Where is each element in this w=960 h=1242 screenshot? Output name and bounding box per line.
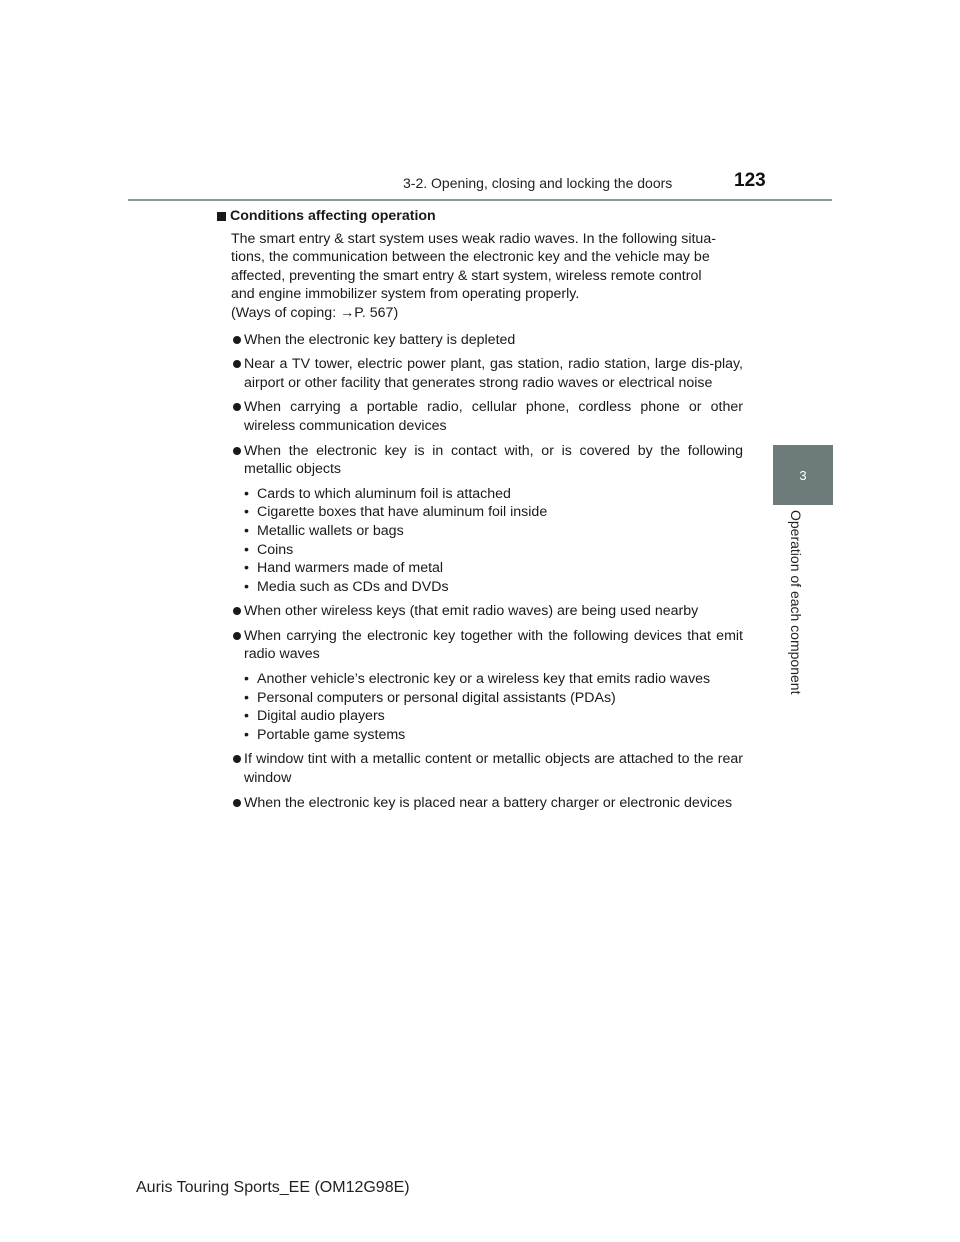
small-bullet-icon: • — [244, 485, 249, 502]
sub-list-item — [244, 578, 743, 597]
small-bullet-icon: • — [244, 504, 249, 521]
document-footer: Auris Touring Sports_EE (OM12G98E) — [136, 1179, 410, 1196]
condition-text: When carrying a portable radio, cellular phone, cordless phone or other wireless communication devices — [244, 399, 743, 434]
condition-text: When the electronic key is placed near a battery charger or electronic devices — [244, 794, 733, 811]
page-content — [216, 207, 743, 818]
condition-text: If window tint with a metallic content or metallic objects are attached to the rear window — [244, 751, 743, 787]
chapter-tab[interactable] — [773, 445, 833, 505]
condition-text: When other wireless keys (that emit radio waves) are being used nearby — [244, 603, 699, 620]
sub-list-text: Portable game systems — [257, 726, 406, 743]
sub-list-text: Personal computers or personal digital assistants (PDAs) — [257, 689, 616, 706]
sub-list-text: Hand warmers made of metal — [257, 560, 444, 577]
sub-list-text: Metallic wallets or bags — [257, 522, 404, 539]
condition-item — [216, 331, 743, 350]
sub-list-text: Media such as CDs and DVDs — [257, 578, 449, 595]
small-bullet-icon: • — [244, 671, 249, 688]
bullet-dot-icon — [233, 755, 241, 763]
sub-list-item — [244, 726, 743, 745]
page-number: 123 — [734, 170, 766, 191]
condition-item — [216, 398, 743, 435]
bullet-dot-icon — [233, 403, 241, 411]
sub-list-item — [244, 485, 743, 504]
sub-list-item — [244, 707, 743, 726]
bullet-dot-icon — [233, 799, 241, 807]
condition-item — [216, 627, 743, 745]
sub-list-text: Digital audio players — [257, 708, 385, 725]
small-bullet-icon: • — [244, 522, 249, 539]
condition-list — [216, 331, 743, 813]
condition-item — [216, 602, 743, 621]
small-bullet-icon: • — [244, 541, 249, 558]
section-heading-text: Conditions affecting operation — [230, 208, 436, 224]
condition-text: When the electronic key is in contact with, or is covered by the following metallic objects — [244, 442, 743, 478]
sub-list-item — [244, 689, 743, 708]
sub-list-item — [244, 559, 743, 578]
condition-item — [216, 442, 743, 597]
small-bullet-icon: • — [244, 708, 249, 725]
sub-list-text: Cigarette boxes that have aluminum foil inside — [257, 504, 548, 521]
metallic-objects-list — [244, 485, 743, 597]
condition-text: When the electronic key battery is depleted — [244, 331, 516, 348]
intro-line: affected, preventing the smart entry & start system, wireless remote control — [231, 267, 702, 284]
intro-line: and engine immobilizer system from operating properly. — [231, 286, 580, 303]
bullet-dot-icon — [233, 607, 241, 615]
bullet-dot-icon — [233, 336, 241, 344]
sub-list-item — [244, 522, 743, 541]
sub-list-item — [244, 670, 743, 689]
condition-text: When carrying the electronic key together with the following devices that emit radio waves — [244, 627, 743, 663]
intro-line: (Ways of coping: →P. 567) — [231, 304, 399, 321]
condition-item — [216, 750, 743, 787]
square-bullet-icon — [217, 212, 226, 221]
small-bullet-icon: • — [244, 689, 249, 706]
intro-line: tions, the communication between the electronic key and the vehicle may be — [231, 249, 710, 266]
radio-devices-list — [244, 670, 743, 744]
small-bullet-icon: • — [244, 726, 249, 743]
chapter-title: Operation of each component — [788, 510, 804, 695]
sub-list-text: Another vehicle’s electronic key or a wireless key that emits radio waves — [257, 671, 711, 688]
condition-text: Near a TV tower, electric power plant, gas station, radio station, large dis-play, airport or other facility that generates strong radio waves or electrical noise — [244, 356, 743, 391]
sub-list-item — [244, 503, 743, 522]
intro-line: The smart entry & start system uses weak radio waves. In the following situa- — [231, 230, 716, 247]
bullet-dot-icon — [233, 447, 241, 455]
bullet-dot-icon — [233, 632, 241, 640]
sub-list-item — [244, 541, 743, 560]
small-bullet-icon: • — [244, 560, 249, 577]
header-divider — [128, 199, 832, 201]
chapter-number: 3 — [799, 467, 807, 483]
bullet-dot-icon — [233, 360, 241, 368]
condition-item — [216, 794, 743, 813]
intro-paragraph — [231, 230, 743, 323]
sub-list-text: Coins — [257, 541, 294, 558]
section-heading — [216, 207, 743, 226]
condition-item — [216, 355, 743, 392]
small-bullet-icon: • — [244, 578, 249, 595]
sub-list-text: Cards to which aluminum foil is attached — [257, 485, 511, 502]
header-section-title: 3-2. Opening, closing and locking the doors — [403, 175, 673, 191]
